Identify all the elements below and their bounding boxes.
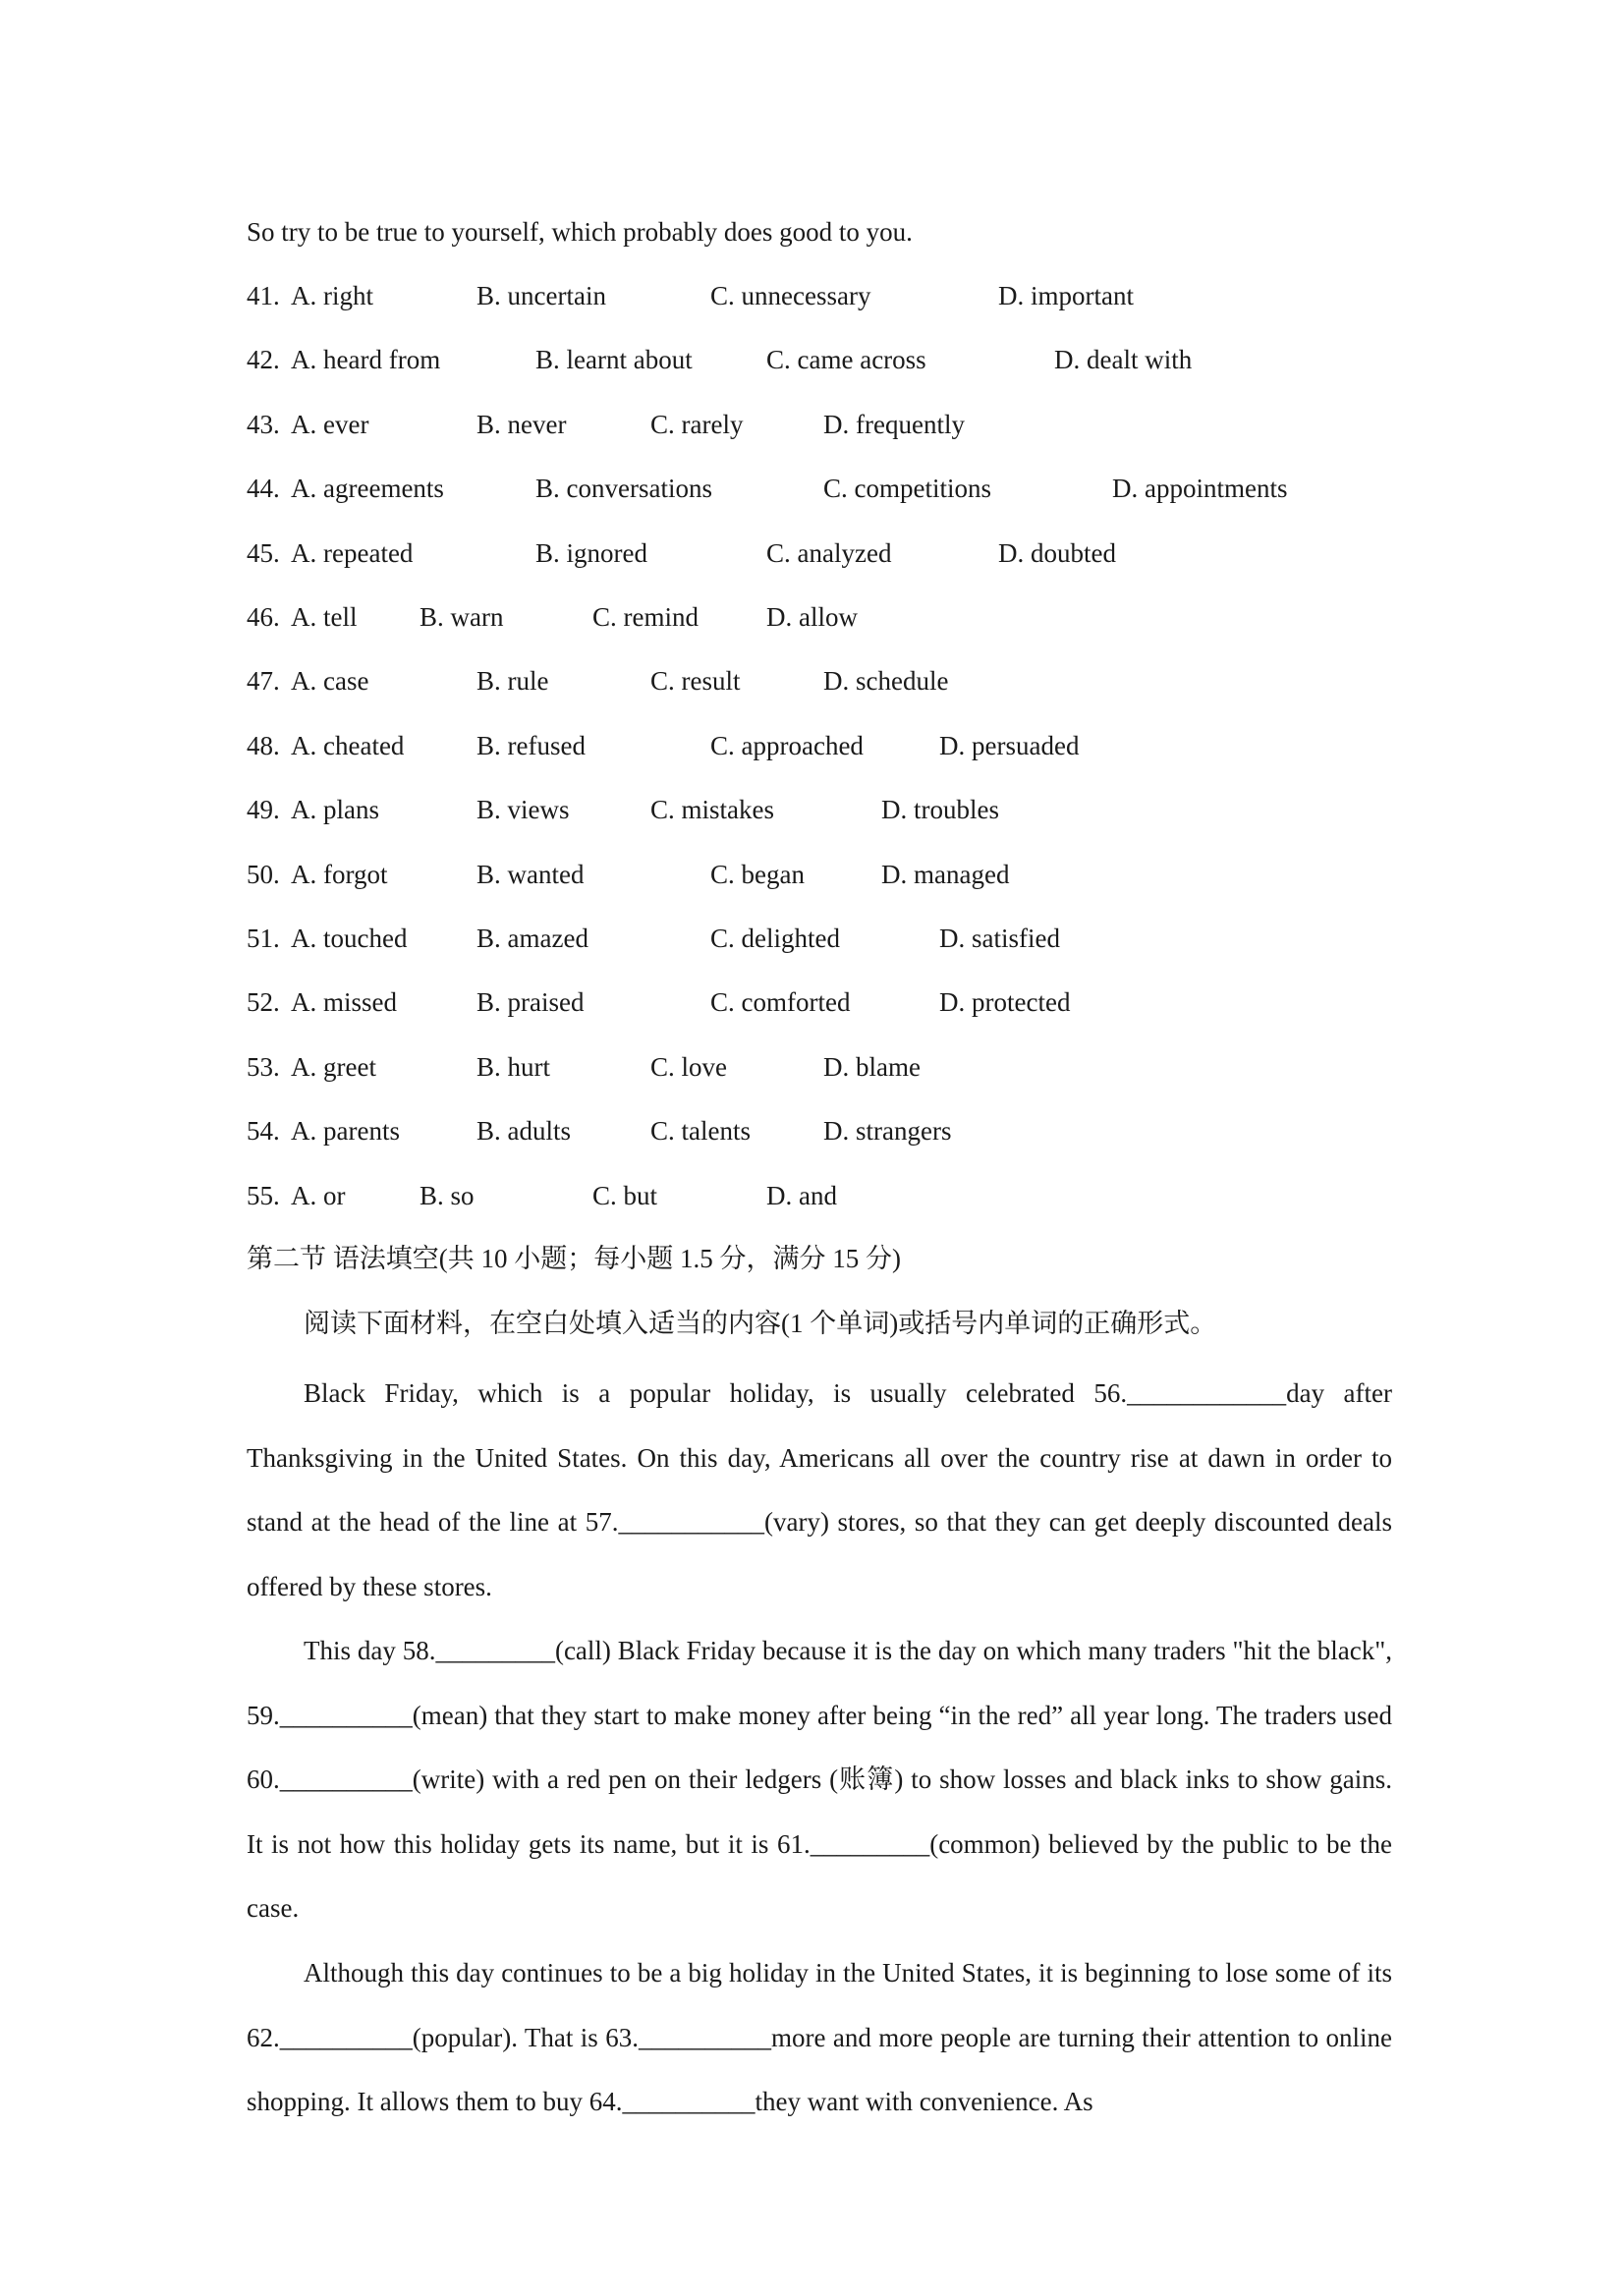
option-b: B. refused <box>476 730 586 760</box>
option-a: A. touched <box>291 924 408 953</box>
option-d: D. strangers <box>823 1116 952 1147</box>
question-number: 55. <box>247 1180 280 1210</box>
question-row <box>247 340 1426 379</box>
intro-sentence: So try to be true to yourself, which probably does good to you. <box>247 217 913 247</box>
option-a: A. greet <box>291 1051 376 1082</box>
question-row <box>247 469 1426 508</box>
question-row <box>247 1047 1426 1087</box>
question-row <box>247 533 1426 573</box>
question-row <box>247 1111 1426 1150</box>
passage-paragraph-2 <box>247 1619 1392 1941</box>
option-c: C. began <box>710 859 805 889</box>
option-d: D. managed <box>881 859 1010 889</box>
question-row <box>247 790 1426 829</box>
option-a: A. case <box>291 666 369 697</box>
section-heading: 第二节 语法填空(共 10 小题；每小题 1.5 分，满分 15 分) <box>247 1244 901 1273</box>
option-d: D. important <box>998 281 1134 310</box>
option-c: C. but <box>592 1180 658 1210</box>
option-a: A. heard from <box>291 345 441 375</box>
section-instruction: 阅读下面材料，在空白处填入适当的内容(1 个单词)或括号内单词的正确形式。 <box>304 1309 1217 1338</box>
option-d: D. schedule <box>823 666 949 697</box>
question-row <box>247 1176 1426 1215</box>
question-number: 53. <box>247 1051 280 1082</box>
question-number: 50. <box>247 859 280 889</box>
option-d: D. dealt with <box>1054 345 1193 375</box>
option-c: C. rarely <box>650 409 744 439</box>
question-number: 52. <box>247 987 280 1018</box>
option-a: A. or <box>291 1180 346 1210</box>
option-d: D. appointments <box>1112 474 1288 504</box>
option-b: B. rule <box>476 666 549 697</box>
option-b: B. warn <box>420 602 504 632</box>
passage-paragraph-3 <box>247 1941 1392 2135</box>
option-b: B. views <box>476 795 570 825</box>
option-a: A. right <box>291 281 373 310</box>
question-row <box>247 726 1426 765</box>
option-b: B. ignored <box>535 537 647 568</box>
option-a: A. plans <box>291 795 379 825</box>
option-a: A. agreements <box>291 474 444 504</box>
question-row <box>247 405 1426 444</box>
question-number: 47. <box>247 666 280 697</box>
question-row <box>247 919 1426 958</box>
option-c: C. talents <box>650 1116 751 1147</box>
option-b: B. adults <box>476 1116 572 1147</box>
option-b: B. hurt <box>476 1051 551 1082</box>
option-c: C. came across <box>766 345 926 375</box>
option-a: A. tell <box>291 602 358 632</box>
option-b: B. never <box>476 409 567 439</box>
option-d: D. doubted <box>998 537 1116 568</box>
option-b: B. conversations <box>535 474 712 504</box>
option-a: A. missed <box>291 987 397 1018</box>
option-d: D. persuaded <box>939 730 1080 760</box>
option-a: A. parents <box>291 1116 400 1147</box>
option-b: B. so <box>420 1180 475 1210</box>
option-b: B. wanted <box>476 859 585 889</box>
option-d: D. satisfied <box>939 924 1060 953</box>
question-number: 44. <box>247 474 280 504</box>
passage-text: Although this day continues to be a big holiday in the United States, it is beginning to lose some of its 62.__________(popular). That is 63.__________more and more people are turning their attention to online shopping. It allows them to buy 64.__________they want with convenience. As <box>247 1958 1392 2116</box>
option-c: C. result <box>650 666 741 697</box>
question-number: 41. <box>247 281 280 310</box>
option-c: C. analyzed <box>766 537 892 568</box>
question-row <box>247 276 1426 315</box>
option-a: A. forgot <box>291 859 388 889</box>
option-a: A. repeated <box>291 537 414 568</box>
question-number: 48. <box>247 730 280 760</box>
option-d: D. protected <box>939 987 1071 1018</box>
question-row <box>247 855 1426 894</box>
option-d: D. frequently <box>823 409 965 439</box>
option-c: C. competitions <box>823 474 991 504</box>
question-number: 42. <box>247 345 280 375</box>
question-number: 54. <box>247 1116 280 1147</box>
option-a: A. ever <box>291 409 369 439</box>
option-c: C. love <box>650 1051 727 1082</box>
option-d: D. troubles <box>881 795 999 825</box>
question-number: 46. <box>247 602 280 632</box>
option-b: B. uncertain <box>476 281 606 310</box>
question-number: 51. <box>247 924 280 953</box>
question-row <box>247 597 1426 637</box>
option-c: C. unnecessary <box>710 281 871 310</box>
option-a: A. cheated <box>291 730 405 760</box>
option-b: B. praised <box>476 987 585 1018</box>
option-c: C. delighted <box>710 924 840 953</box>
passage-text: This day 58._________(call) Black Friday because it is the day on which many traders "hit the black", 59.__________(mean) that they start to make money after being “in the red” all year long. The traders used 60.__________(write) with a red pen on their ledgers (账簿) to show losses and black inks to show gains. It is not how this holiday gets its name, but it is 61._________(common) believed by the public to be the case. <box>247 1636 1392 1923</box>
question-number: 43. <box>247 409 280 439</box>
question-number: 45. <box>247 537 280 568</box>
passage-paragraph-1 <box>247 1362 1392 1619</box>
option-b: B. learnt about <box>535 345 693 375</box>
question-row <box>247 982 1426 1022</box>
option-c: C. approached <box>710 730 864 760</box>
question-number: 49. <box>247 795 280 825</box>
option-c: C. comforted <box>710 987 851 1018</box>
option-c: C. remind <box>592 602 699 632</box>
question-row <box>247 661 1426 700</box>
option-d: D. and <box>766 1180 837 1210</box>
option-d: D. allow <box>766 602 858 632</box>
passage-text: Black Friday, which is a popular holiday, is usually celebrated 56.____________day after Thanksgiving in the United States. On this day, Americans all over the country rise at dawn in order to stand at the head of the line at 57.___________(vary) stores, so that they can get deeply discounted deals offered by these stores. <box>247 1378 1392 1601</box>
option-d: D. blame <box>823 1051 921 1082</box>
option-c: C. mistakes <box>650 795 774 825</box>
option-b: B. amazed <box>476 924 588 953</box>
